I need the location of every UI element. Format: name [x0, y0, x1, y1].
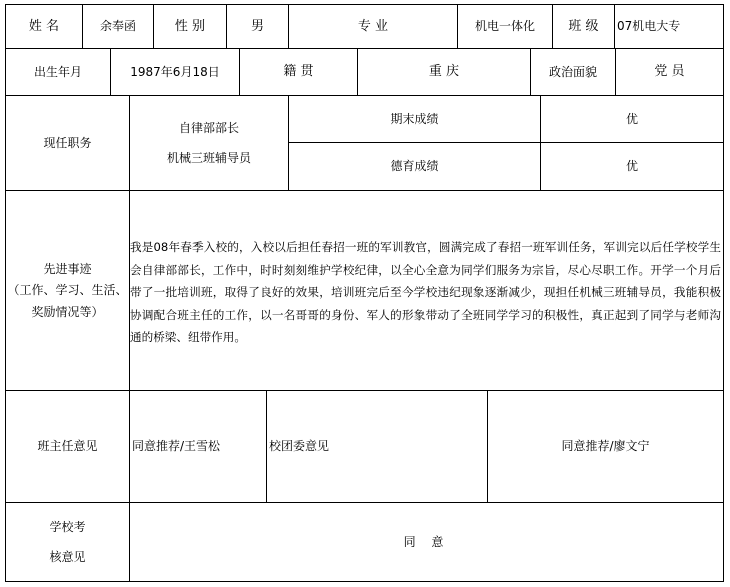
moral-score-value: 优: [540, 142, 724, 191]
final-score-label: 期末成绩: [288, 95, 541, 143]
political-label: 政治面貌: [530, 48, 616, 96]
position-value: [129, 95, 289, 191]
name-label: 姓 名: [5, 4, 83, 49]
position-label: 现任职务: [5, 95, 130, 191]
major-label: 专 业: [288, 4, 458, 49]
deeds-label: [5, 190, 130, 391]
deeds-label-line-2: （工作、学习、生活、: [7, 283, 128, 298]
major-value: 机电一体化: [457, 4, 553, 49]
name-value: 余奉函: [82, 4, 154, 49]
gender-label: 性 别: [153, 4, 227, 49]
deeds-label-line-1: 先进事迹: [43, 262, 92, 277]
final-score-value: 优: [540, 95, 724, 143]
league-opinion-value: 同意推荐/廖文宁: [487, 390, 724, 503]
teacher-opinion-value: 同意推荐/王雪松: [129, 390, 267, 503]
gender-value: 男: [226, 4, 289, 49]
school-opinion-value: 同 意: [129, 502, 724, 582]
class-value: 07机电大专: [614, 4, 724, 49]
position-line-2: 机械三班辅导员: [166, 151, 251, 165]
teacher-opinion-label: 班主任意见: [5, 390, 130, 503]
position-line-1: 自律部部长: [178, 120, 239, 135]
birth-value: 1987年6月18日: [110, 48, 240, 96]
school-opinion-label-line-2: 核意见: [49, 550, 86, 564]
school-opinion-label: [5, 502, 130, 582]
moral-score-label: 德育成绩: [288, 142, 541, 191]
origin-value: 重 庆: [357, 48, 531, 96]
deeds-label-line-3: 奖励情况等）: [31, 304, 104, 319]
school-opinion-label-line-1: 学校考: [49, 519, 86, 534]
origin-label: 籍 贯: [239, 48, 358, 96]
league-opinion-label: 校团委意见: [266, 390, 488, 503]
class-label: 班 级: [552, 4, 615, 49]
deeds-text: 我是08年春季入校的，入校以后担任春招一班的军训教官，圆满完成了春招一班军训任务，军训完以后任学校学生会自律部部长，工作中，时时刻刻维护学校纪律，以全心全意为同学们服务为宗旨，尽心尽职工作。开学一个月后带了一批培训班，取得了良好的效果，培训班完后至今学校违纪现象逐渐减少，现担任机械三班辅导员，我能积极协调配合班主任的工作，以一名哥哥的身份、军人的形象带动了全班同学学习的积极性，真正起到了同学与老师沟通的桥梁、纽带作用。: [129, 190, 724, 391]
political-value: 党 员: [615, 48, 724, 96]
birth-label: 出生年月: [5, 48, 111, 96]
